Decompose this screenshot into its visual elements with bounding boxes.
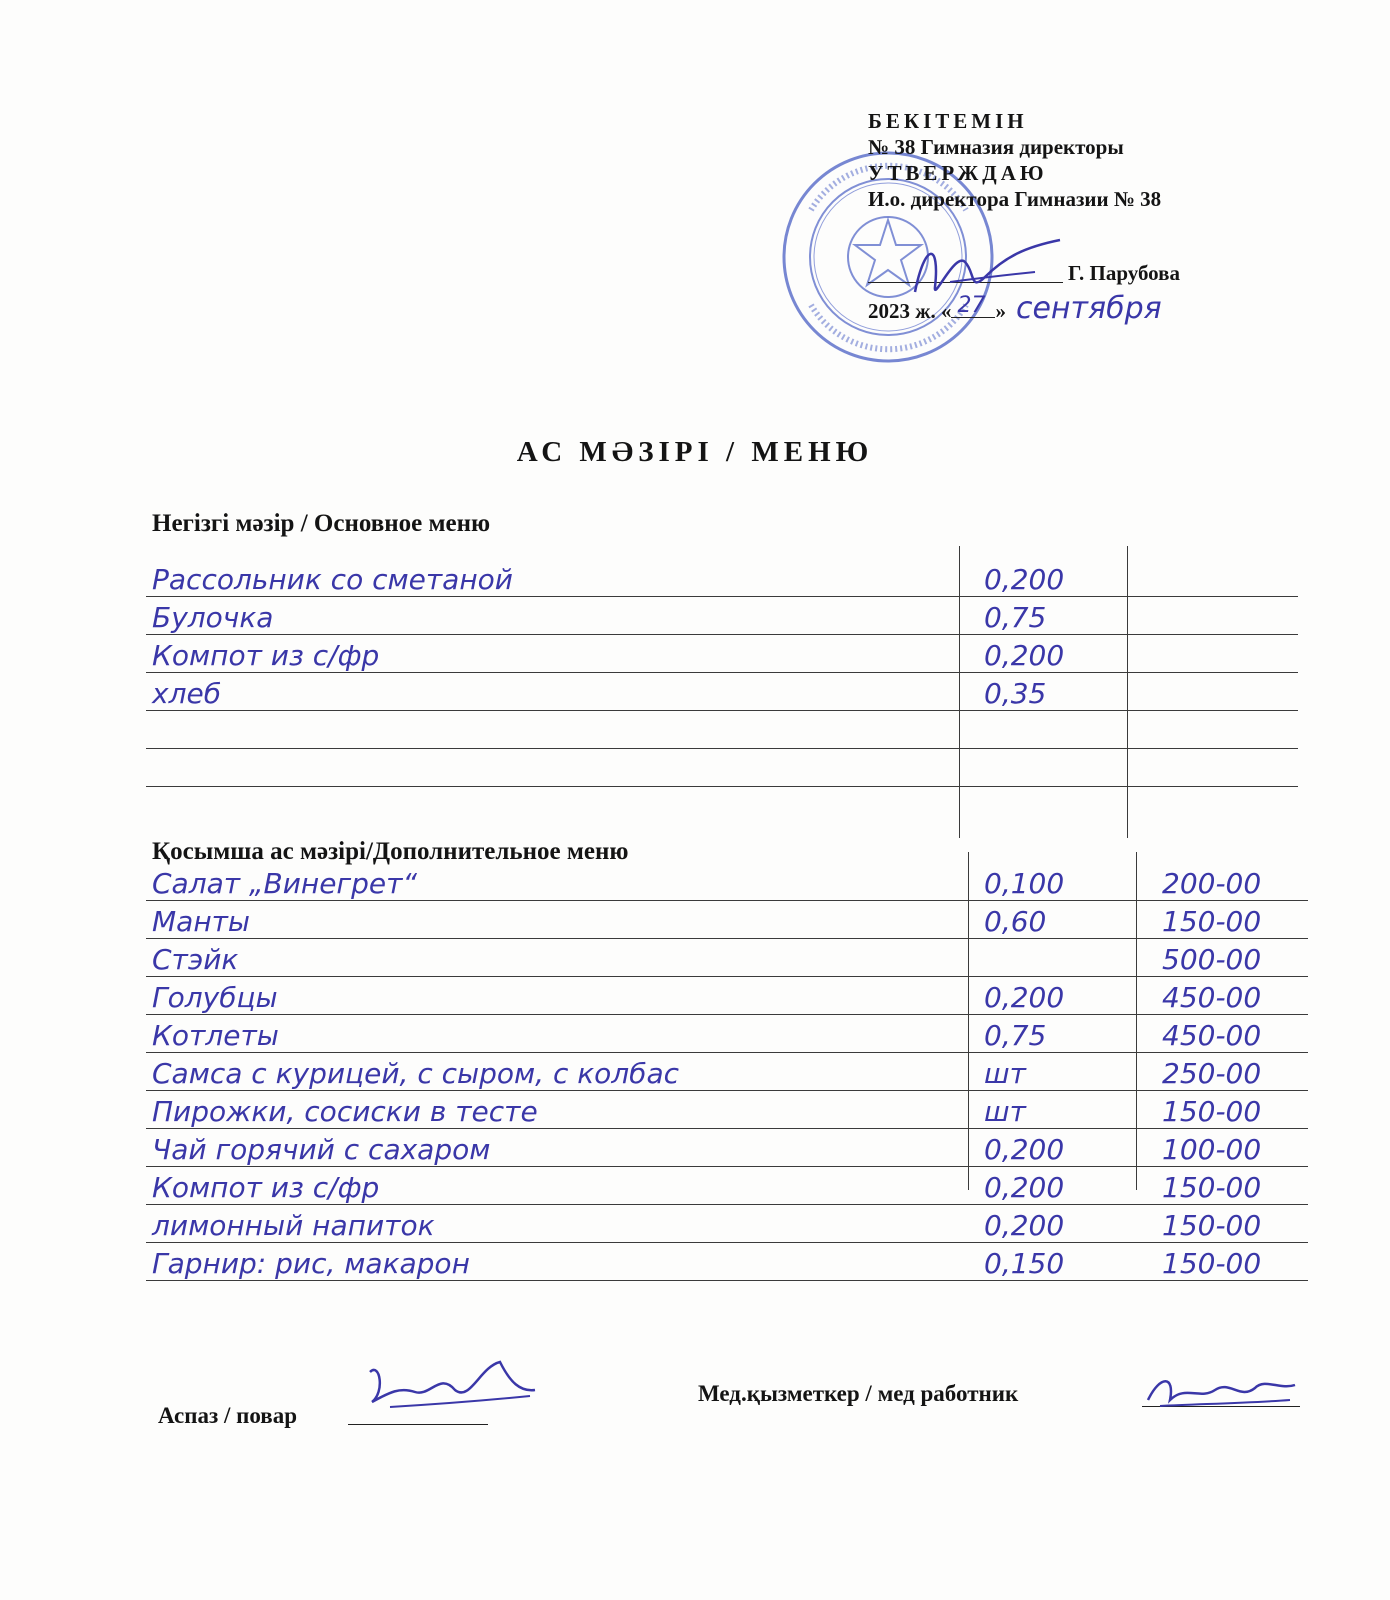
table-row bbox=[146, 672, 1298, 711]
extra-menu-heading: Қосымша ас мәзірі/Дополнительное меню bbox=[152, 838, 629, 865]
item-price: 450-00 bbox=[1162, 1019, 1262, 1052]
item-qty: 0,75 bbox=[984, 601, 1047, 634]
item-price: 200-00 bbox=[1162, 867, 1262, 900]
main-menu-heading: Негізгі мәзір / Основное меню bbox=[152, 510, 491, 537]
page-title: АС МӘЗІРІ / МЕНЮ bbox=[516, 436, 874, 468]
table-row bbox=[146, 1090, 1308, 1129]
medic-signature bbox=[1140, 1370, 1300, 1414]
table-row bbox=[146, 1242, 1308, 1281]
table-row bbox=[146, 976, 1308, 1015]
item-price: 450-00 bbox=[1162, 981, 1262, 1014]
item-price: 150-00 bbox=[1162, 1209, 1262, 1242]
item-name: Чай горячий с сахаром bbox=[152, 1133, 491, 1166]
item-name: Булочка bbox=[152, 601, 274, 634]
cook-signature bbox=[360, 1352, 540, 1422]
item-qty: 0,35 bbox=[984, 677, 1047, 710]
item-name: Рассольник со сметаной bbox=[152, 563, 513, 596]
column-divider bbox=[968, 852, 969, 1190]
item-name: Гарнир: рис, макарон bbox=[152, 1247, 470, 1280]
item-name: Пирожки, сосиски в тесте bbox=[152, 1095, 538, 1128]
table-row bbox=[146, 1014, 1308, 1053]
table-row bbox=[146, 596, 1298, 635]
table-row bbox=[146, 900, 1308, 939]
item-name: Стэйк bbox=[152, 943, 239, 976]
item-name: Голубцы bbox=[152, 981, 278, 1014]
approval-block bbox=[868, 108, 1288, 326]
column-divider bbox=[1136, 852, 1137, 1190]
table-row bbox=[146, 938, 1308, 977]
item-price: 100-00 bbox=[1162, 1133, 1262, 1166]
item-price: 150-00 bbox=[1162, 1095, 1262, 1128]
approve-kz: БЕКІТЕМІН bbox=[868, 109, 1028, 133]
table-row bbox=[146, 862, 1308, 901]
table-row bbox=[146, 1166, 1308, 1205]
director-ru: И.о. директора Гимназии № 38 bbox=[868, 187, 1162, 211]
director-kz: № 38 Гимназия директоры bbox=[868, 135, 1124, 159]
item-qty: 0,200 bbox=[984, 1171, 1065, 1204]
item-price: 150-00 bbox=[1162, 1247, 1262, 1280]
item-name: Самса с курицей, с сыром, с колбас bbox=[152, 1057, 679, 1090]
item-qty: 0,200 bbox=[984, 639, 1065, 672]
cook-label: Аспаз / повар bbox=[158, 1403, 298, 1428]
item-name: лимонный напиток bbox=[152, 1209, 435, 1242]
item-qty: 0,100 bbox=[984, 867, 1065, 900]
item-qty: 0,200 bbox=[984, 563, 1065, 596]
item-qty: 0,200 bbox=[984, 981, 1065, 1014]
item-name: Котлеты bbox=[152, 1019, 279, 1052]
item-price: 250-00 bbox=[1162, 1057, 1262, 1090]
item-name: Компот из с/фр bbox=[152, 1171, 380, 1204]
item-price: 500-00 bbox=[1162, 943, 1262, 976]
column-divider bbox=[959, 546, 960, 838]
table-row bbox=[146, 1128, 1308, 1167]
item-qty: шт bbox=[984, 1057, 1026, 1090]
table-row bbox=[146, 710, 1298, 749]
item-name: Компот из с/фр bbox=[152, 639, 380, 672]
item-qty: 0,150 bbox=[984, 1247, 1065, 1280]
table-row bbox=[146, 748, 1298, 787]
table-row bbox=[146, 634, 1298, 673]
medic-label: Мед.қызметкер / мед работник bbox=[698, 1381, 1019, 1406]
date-month: сентября bbox=[1015, 291, 1162, 326]
column-divider bbox=[1127, 546, 1128, 838]
director-signature bbox=[895, 232, 1065, 312]
date-year: 2023 ж. « bbox=[868, 299, 952, 323]
item-name: Манты bbox=[152, 905, 251, 938]
director-name: Г. Парубова bbox=[1068, 261, 1180, 285]
date-day: 27 bbox=[957, 293, 986, 318]
item-qty: 0,60 bbox=[984, 905, 1047, 938]
date-close-quote: » bbox=[995, 299, 1006, 323]
item-name: Салат „Винегрет“ bbox=[152, 867, 417, 900]
table-row bbox=[146, 1204, 1308, 1243]
item-qty: 0,200 bbox=[984, 1209, 1065, 1242]
item-qty: шт bbox=[984, 1095, 1026, 1128]
table-row bbox=[146, 558, 1298, 597]
item-qty: 0,75 bbox=[984, 1019, 1047, 1052]
item-price: 150-00 bbox=[1162, 1171, 1262, 1204]
approve-ru: УТВЕРЖДАЮ bbox=[868, 161, 1048, 185]
cook-signature-line bbox=[348, 1424, 488, 1425]
item-price: 150-00 bbox=[1162, 905, 1262, 938]
item-name: хлеб bbox=[152, 677, 221, 710]
table-row bbox=[146, 1052, 1308, 1091]
item-qty: 0,200 bbox=[984, 1133, 1065, 1166]
